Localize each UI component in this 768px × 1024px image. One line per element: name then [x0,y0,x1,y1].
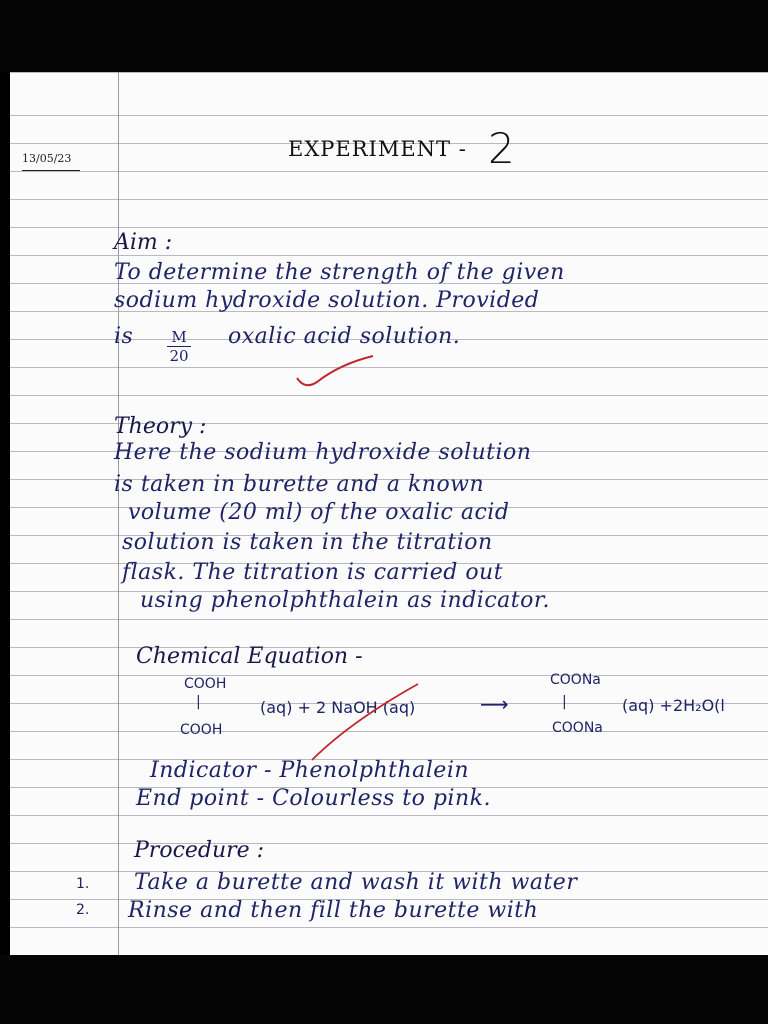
product-state: (aq) +2H₂O(l [622,696,725,715]
top-black-bar [0,0,768,72]
theory-line-1: Here the sodium hydroxide solution [114,440,532,465]
aim-line-4: oxalic acid solution. [228,324,461,349]
reactant-top: COOH [184,676,227,692]
indicator-line: Indicator - Phenolphthalein [150,758,470,783]
end-point-line: End point - Colourless to pink. [136,786,491,811]
product-bottom: COONa [552,720,603,736]
page-title: EXPERIMENT - [288,137,467,161]
aim-heading: Aim : [114,230,173,255]
date-underline [22,170,80,171]
theory-heading: Theory : [114,414,207,439]
molarity-fraction [167,328,191,365]
step-1-text: Take a burette and wash it with water [134,870,578,895]
theory-line-4: solution is taken in the titration [122,530,493,555]
bottom-black-bar [0,955,768,1024]
aim-line-3: is [114,324,134,349]
reaction-arrow: ⟶ [480,692,509,716]
equation-heading: Chemical Equation - [136,644,363,669]
theory-line-6: using phenolphthalein as indicator. [140,588,550,613]
product-bond: | [562,694,567,710]
aim-line-1: To determine the strength of the given [114,260,565,285]
fraction-denominator: 20 [169,347,189,365]
step-2-number: 2. [76,902,90,918]
red-check-stroke [310,682,420,762]
theory-line-5: flask. The titration is carried out [122,560,504,585]
step-2-text: Rinse and then fill the burette with [128,898,539,923]
theory-line-3: volume (20 ml) of the oxalic acid [128,500,510,525]
notebook-page [10,72,768,955]
step-1-number: 1. [76,876,90,892]
margin-line [118,72,119,955]
reactant-bottom: COOH [180,722,223,738]
fraction-numerator: M [167,328,191,347]
reactant-state: (aq) + 2 NaOH (aq) [260,698,416,717]
procedure-heading: Procedure : [134,838,265,863]
theory-line-2: is taken in burette and a known [114,472,485,497]
experiment-number: 2 [488,124,515,173]
aim-line-2: sodium hydroxide solution. Provided [114,288,540,313]
product-top: COONa [550,672,601,688]
reactant-bond: | [196,694,201,710]
red-check-mark [295,352,375,392]
date: 13/05/23 [22,152,72,165]
